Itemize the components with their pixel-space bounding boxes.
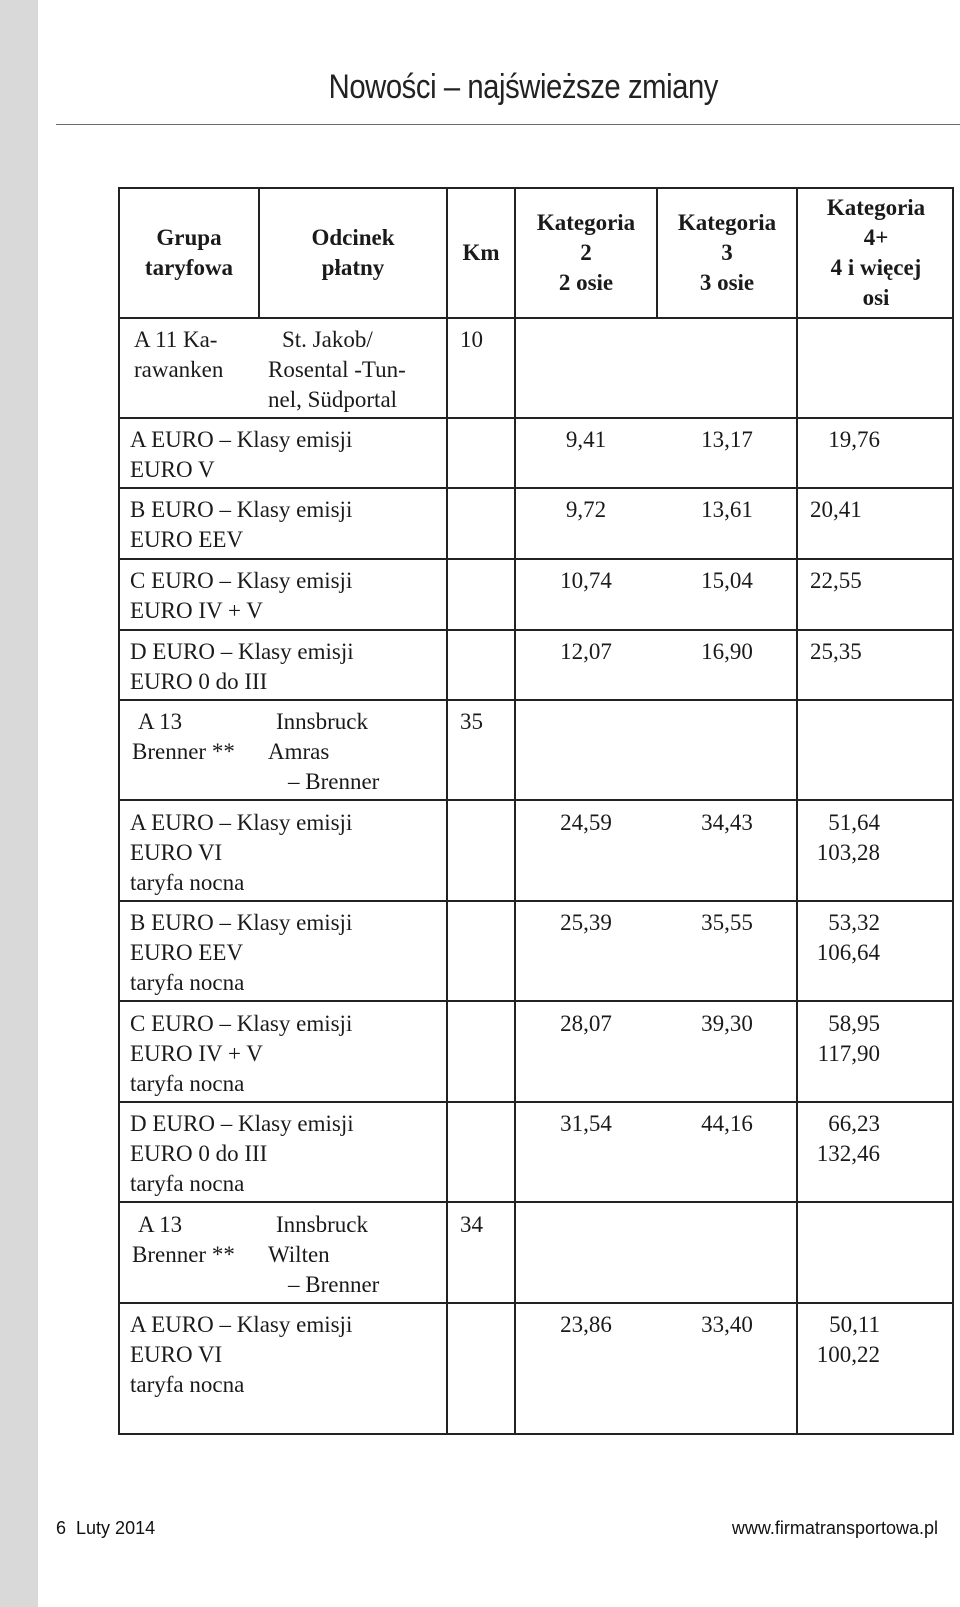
group-line: Brenner ** (132, 739, 235, 764)
rate-label-line: EURO IV + V (130, 1041, 263, 1066)
section-line: – Brenner (288, 1272, 380, 1297)
rate-label-line: EURO IV + V (130, 598, 263, 623)
title-rule (56, 124, 960, 125)
row-divider (120, 558, 952, 560)
header-cat4-line1: Kategoria (826, 195, 926, 220)
value-cat4 (798, 1009, 880, 1069)
value-cat3: 35,55 (701, 910, 753, 935)
rate-label-line: EURO EEV (130, 527, 244, 552)
rate-label-line: D EURO – Klasy emisji (130, 1111, 354, 1136)
value-cat2: 24,59 (560, 810, 612, 835)
rate-label-line: EURO VI (130, 1342, 223, 1367)
value-cat4 (798, 908, 880, 968)
header-group-line2: taryfowa (144, 255, 234, 280)
group-line: A 11 Ka- (134, 327, 218, 352)
value-cat3: 44,16 (701, 1111, 753, 1136)
header-cat4-line4: osi (862, 285, 890, 310)
header-cat2-line2: 2 (580, 240, 592, 265)
header-section-line1: Odcinek (311, 225, 395, 250)
header-km: Km (462, 240, 500, 265)
rate-label (130, 637, 354, 697)
group-a13-wilten (132, 1210, 235, 1270)
value-cat2: 9,41 (565, 427, 607, 452)
side-strip (0, 0, 38, 1607)
km-a13-amras: 35 (460, 709, 483, 734)
header-cat4-line2: 4+ (863, 225, 889, 250)
section-line: Innsbruck (276, 709, 368, 734)
rate-label-line: EURO EEV (130, 940, 244, 965)
row-divider (120, 487, 952, 489)
value-cat4-day: 53,32 (828, 910, 880, 935)
rate-label (130, 1310, 352, 1400)
rate-label (130, 1109, 354, 1199)
rate-label (130, 425, 352, 485)
header-cat3-line2: 3 (721, 240, 733, 265)
header-group-line1: Grupa (156, 225, 222, 250)
header-cat4-line3: 4 i więcej (830, 255, 922, 280)
value-cat2: 25,39 (560, 910, 612, 935)
value-cat3: 34,43 (701, 810, 753, 835)
value-cat3: 33,40 (701, 1312, 753, 1337)
value-cat4: 20,41 (810, 497, 862, 522)
row-divider (120, 417, 952, 419)
value-cat3: 15,04 (701, 568, 753, 593)
row-divider (120, 1000, 952, 1002)
value-cat2: 12,07 (560, 639, 612, 664)
group-line: rawanken (134, 357, 224, 382)
header-cat4 (798, 193, 954, 313)
header-cat2-line1: Kategoria (536, 210, 636, 235)
row-divider (120, 629, 952, 631)
section-line: nel, Südportal (268, 387, 398, 412)
rate-label-line: A EURO – Klasy emisji (130, 810, 353, 835)
rate-label (130, 808, 352, 898)
page-title: Nowości – najświeższe zmiany (328, 68, 718, 106)
row-divider (120, 699, 952, 701)
header-cat3-line1: Kategoria (677, 210, 777, 235)
value-cat2: 28,07 (560, 1011, 612, 1036)
value-cat2: 23,86 (560, 1312, 612, 1337)
footer-page-info (56, 1518, 155, 1539)
header-cat2-line3: 2 osie (558, 270, 614, 295)
header-section (260, 223, 446, 283)
value-cat4-day: 58,95 (828, 1011, 880, 1036)
section-a11 (268, 325, 406, 415)
value-cat4-day: 50,11 (829, 1312, 880, 1337)
rate-label (130, 908, 352, 998)
header-group (120, 223, 258, 283)
section-line: Wilten (268, 1242, 330, 1267)
row-divider (120, 799, 952, 801)
km-a11: 10 (460, 327, 483, 352)
header-cat3 (658, 208, 796, 298)
value-cat4-night: 103,28 (816, 840, 880, 865)
group-a13-amras (132, 707, 235, 767)
section-line: Amras (268, 739, 330, 764)
value-cat4-day: 51,64 (828, 810, 880, 835)
rate-label-line: D EURO – Klasy emisji (130, 639, 354, 664)
value-cat4-night: 117,90 (817, 1041, 880, 1066)
value-cat4 (798, 808, 880, 868)
value-cat3: 13,61 (701, 497, 753, 522)
header-cat3-line3: 3 osie (699, 270, 755, 295)
value-cat4: 22,55 (810, 568, 862, 593)
group-line: A 13 (138, 1212, 183, 1237)
col-divider (446, 189, 448, 1433)
rate-label-line: taryfa nocna (130, 970, 245, 995)
rate-label-line: B EURO – Klasy emisji (130, 910, 353, 935)
value-cat4 (798, 1109, 880, 1169)
group-line: Brenner ** (132, 1242, 235, 1267)
value-cat4-night: 106,64 (816, 940, 880, 965)
rate-label-line: EURO VI (130, 840, 223, 865)
rate-label-line: B EURO – Klasy emisji (130, 497, 353, 522)
footer-url: www.firmatransportowa.pl (731, 1518, 938, 1538)
header-section-line2: płatny (321, 255, 385, 280)
row-divider (120, 1101, 952, 1103)
footer-date: Luty 2014 (76, 1518, 156, 1538)
rate-label-line: taryfa nocna (130, 1071, 245, 1096)
rate-label-line: C EURO – Klasy emisji (130, 1011, 353, 1036)
row-divider (120, 900, 952, 902)
value-cat4 (798, 1310, 880, 1370)
value-cat2: 31,54 (560, 1111, 612, 1136)
value-cat4-night: 100,22 (816, 1342, 880, 1367)
value-cat3: 39,30 (701, 1011, 753, 1036)
group-line: A 13 (138, 709, 183, 734)
row-divider (120, 1201, 952, 1203)
rate-label (130, 495, 352, 555)
rate-label-line: taryfa nocna (130, 1171, 245, 1196)
row-divider (120, 1302, 952, 1304)
section-line: Innsbruck (276, 1212, 368, 1237)
rate-label-line: EURO V (130, 457, 215, 482)
rate-label-line: taryfa nocna (130, 1372, 245, 1397)
value-cat2: 9,72 (565, 497, 607, 522)
value-cat4-night: 132,46 (816, 1141, 880, 1166)
rate-label-line: A EURO – Klasy emisji (130, 1312, 353, 1337)
value-cat4: 19,76 (828, 427, 880, 452)
footer-page-number: 6 (56, 1518, 67, 1538)
section-line: – Brenner (288, 769, 380, 794)
value-cat4-day: 66,23 (828, 1111, 880, 1136)
value-cat3: 16,90 (701, 639, 753, 664)
value-cat2: 10,74 (560, 568, 612, 593)
rate-label (130, 566, 352, 626)
section-a13-wilten (268, 1210, 379, 1300)
km-a13-wilten: 34 (460, 1212, 483, 1237)
header-cat2 (516, 208, 656, 298)
section-line: St. Jakob/ (282, 327, 373, 352)
value-cat4: 25,35 (810, 639, 862, 664)
rate-label (130, 1009, 352, 1099)
section-a13-amras (268, 707, 379, 797)
toll-table (118, 187, 954, 1435)
rate-label-line: taryfa nocna (130, 870, 245, 895)
section-line: Rosental -Tun- (268, 357, 406, 382)
rate-label-line: EURO 0 do III (130, 669, 268, 694)
value-cat3: 13,17 (701, 427, 753, 452)
row-divider (120, 317, 952, 319)
rate-label-line: EURO 0 do III (130, 1141, 268, 1166)
rate-label-line: C EURO – Klasy emisji (130, 568, 353, 593)
rate-label-line: A EURO – Klasy emisji (130, 427, 353, 452)
group-a11 (134, 325, 223, 385)
